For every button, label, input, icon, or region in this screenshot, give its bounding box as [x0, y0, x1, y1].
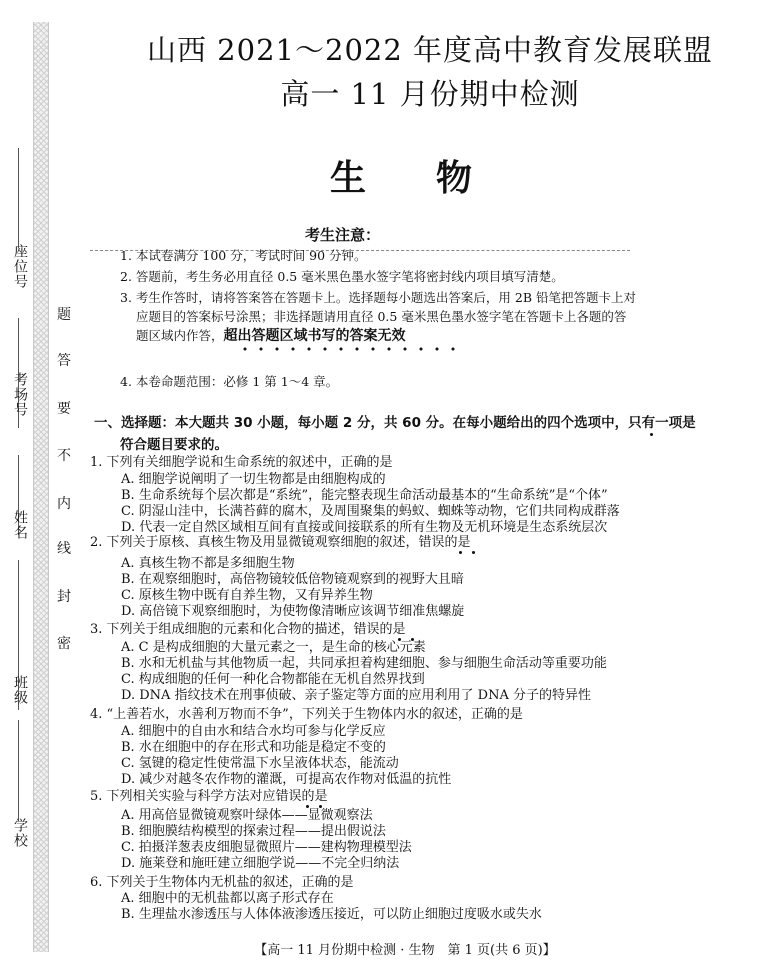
question-option: B. 生理盐水渗透压与人体体液渗透压接近，可以防止细胞过度吸水或失水 [121, 907, 542, 922]
question-stem: 4. “上善若水，水善利万物而不争”，下列关于生物体内水的叙述，正确的是 [90, 707, 523, 722]
exam-room-label: 考场号 [12, 372, 28, 417]
note-3-cont2 [136, 327, 406, 345]
note-3-cont: 应题目的答案标号涂黑；非选择题请用直径 0.5 毫米黑色墨水签字笔在答题卡上各题的答 [136, 309, 627, 324]
section-heading [94, 412, 724, 456]
seal-char: 不 [57, 448, 71, 464]
question-option: B. 水和无机盐与其他物质一起，共同承担着构建细胞、参与细胞生命活动等重要功能 [121, 656, 607, 671]
emphasis-dot [459, 551, 462, 554]
question-option: D. 施莱登和施旺建立细胞学说——不完全归纳法 [121, 856, 400, 871]
note-3: 3. 考生作答时，请将答案答在答题卡上。选择题每小题选出答案后，用 2B 铅笔把答题卡上对 [120, 290, 636, 305]
subject-title: 生物 [330, 157, 543, 199]
question-stem: 6. 下列关于生物体内无机盐的叙述，正确的是 [90, 875, 354, 890]
section-heading-line1: 一、选择题：本大题共 30 小题，每小题 2 分，共 60 分。在每小题给出的四个选项中，只有一项是 [94, 415, 696, 431]
exam-title-line2: 高一 11 月份期中检测 [280, 77, 580, 111]
question-option: B. 在观察细胞时，高倍物镜较低倍物镜观察到的视野大且暗 [121, 572, 464, 587]
note-1: 1. 本试卷满分 100 分，考试时间 90 分钟。 [120, 248, 367, 263]
question-option: A. 用高倍显微镜观察叶绿体——显微观察法 [121, 808, 373, 823]
question-option: D. 代表一定自然区域相互间有直接或间接联系的所有生物及无机环境是生态系统层次 [121, 520, 608, 535]
question-stem: 1. 下列有关细胞学说和生命系统的叙述中，正确的是 [90, 455, 393, 470]
question-option: C. 构成细胞的任何一种化合物都能在无机自然界找到 [121, 672, 425, 687]
notice-heading: 考生注意： [305, 226, 381, 244]
school-label: 学校 [12, 818, 28, 848]
section-heading-line2: 符合题目要求的。 [120, 437, 228, 453]
seal-char: 线 [57, 541, 71, 557]
note-3-tail: 题区域内作答， [136, 328, 224, 343]
seal-char: 封 [57, 589, 71, 605]
seal-char: 内 [57, 496, 71, 512]
question-option: A. 细胞中的无机盐都以离子形式存在 [121, 891, 334, 906]
question-option: D. 高倍镜下观察细胞时，为使物像清晰应该调节细准焦螺旋 [121, 604, 465, 619]
seal-char: 题 [57, 307, 71, 323]
question-option: B. 生命系统每个层次都是“系统”，能完整表现生命活动最基本的“生命系统”是“个体” [121, 488, 608, 503]
binding-margin-strip [33, 22, 49, 952]
question-option: D. 减少对越冬农作物的灌溉，可提高农作物对低温的抗性 [121, 772, 452, 787]
question-option: C. 原核生物中既有自养生物，又有异养生物 [121, 588, 373, 603]
emphasis-dots [237, 346, 462, 352]
question-option: C. 氢键的稳定性使常温下水呈液体状态，能流动 [121, 756, 399, 771]
exam-title-line1: 山西 2021～2022 年度高中教育发展联盟 [146, 33, 714, 67]
question-option: D. DNA 指纹技术在刑事侦破、亲子鉴定等方面的应用利用了 DNA 分子的特异性 [121, 688, 591, 703]
name-label: 姓名 [12, 510, 28, 540]
page-footer: 【高一 11 月份期中检测 · 生物 第 1 页(共 6 页)】 [254, 943, 556, 958]
question-option: B. 水在细胞中的存在形式和功能是稳定不变的 [121, 740, 386, 755]
school-fill-line [18, 720, 19, 820]
question-option: A. C 是构成细胞的大量元素之一，是生命的核心元素 [121, 640, 426, 655]
emphasis-dot [650, 433, 653, 436]
question-option: A. 细胞中的自由水和结合水均可参与化学反应 [121, 724, 386, 739]
question-option: A. 细胞学说阐明了一切生物都是由细胞构成的 [121, 472, 386, 487]
class-label: 班级 [12, 675, 28, 705]
question-stem: 2. 下列关于原核、真核生物及用显微镜观察细胞的叙述，错误的是 [90, 535, 471, 550]
seat-number-label: 座位号 [12, 244, 28, 289]
seal-char: 要 [57, 401, 71, 417]
question-option: A. 真核生物不都是多细胞生物 [121, 556, 295, 571]
question-option: C. 拍摄洋葱表皮细胞显微照片——建构物理模型法 [121, 840, 412, 855]
question-stem: 5. 下列相关实验与科学方法对应错误的是 [90, 789, 328, 804]
seal-char: 密 [57, 636, 71, 652]
seal-char: 答 [57, 353, 71, 369]
note-4: 4. 本卷命题范围：必修 1 第 1～4 章。 [120, 374, 339, 389]
seat-fill-line [18, 148, 19, 248]
note-2: 2. 答题前，考生务必用直径 0.5 毫米黑色墨水签字笔将密封线内项目填写清楚。 [120, 269, 564, 284]
question-option: B. 细胞膜结构模型的探索过程——提出假说法 [121, 824, 386, 839]
question-stem: 3. 下列关于组成细胞的元素和化合物的描述，错误的是 [90, 622, 406, 637]
note-3-emphasis: 超出答题区域书写的答案无效 [223, 328, 406, 344]
emphasis-dot [472, 551, 475, 554]
question-option: C. 阴湿山洼中，长满苔藓的腐木，及周围聚集的蚂蚁、蜘蛛等动物，它们共同构成群落 [121, 504, 620, 519]
